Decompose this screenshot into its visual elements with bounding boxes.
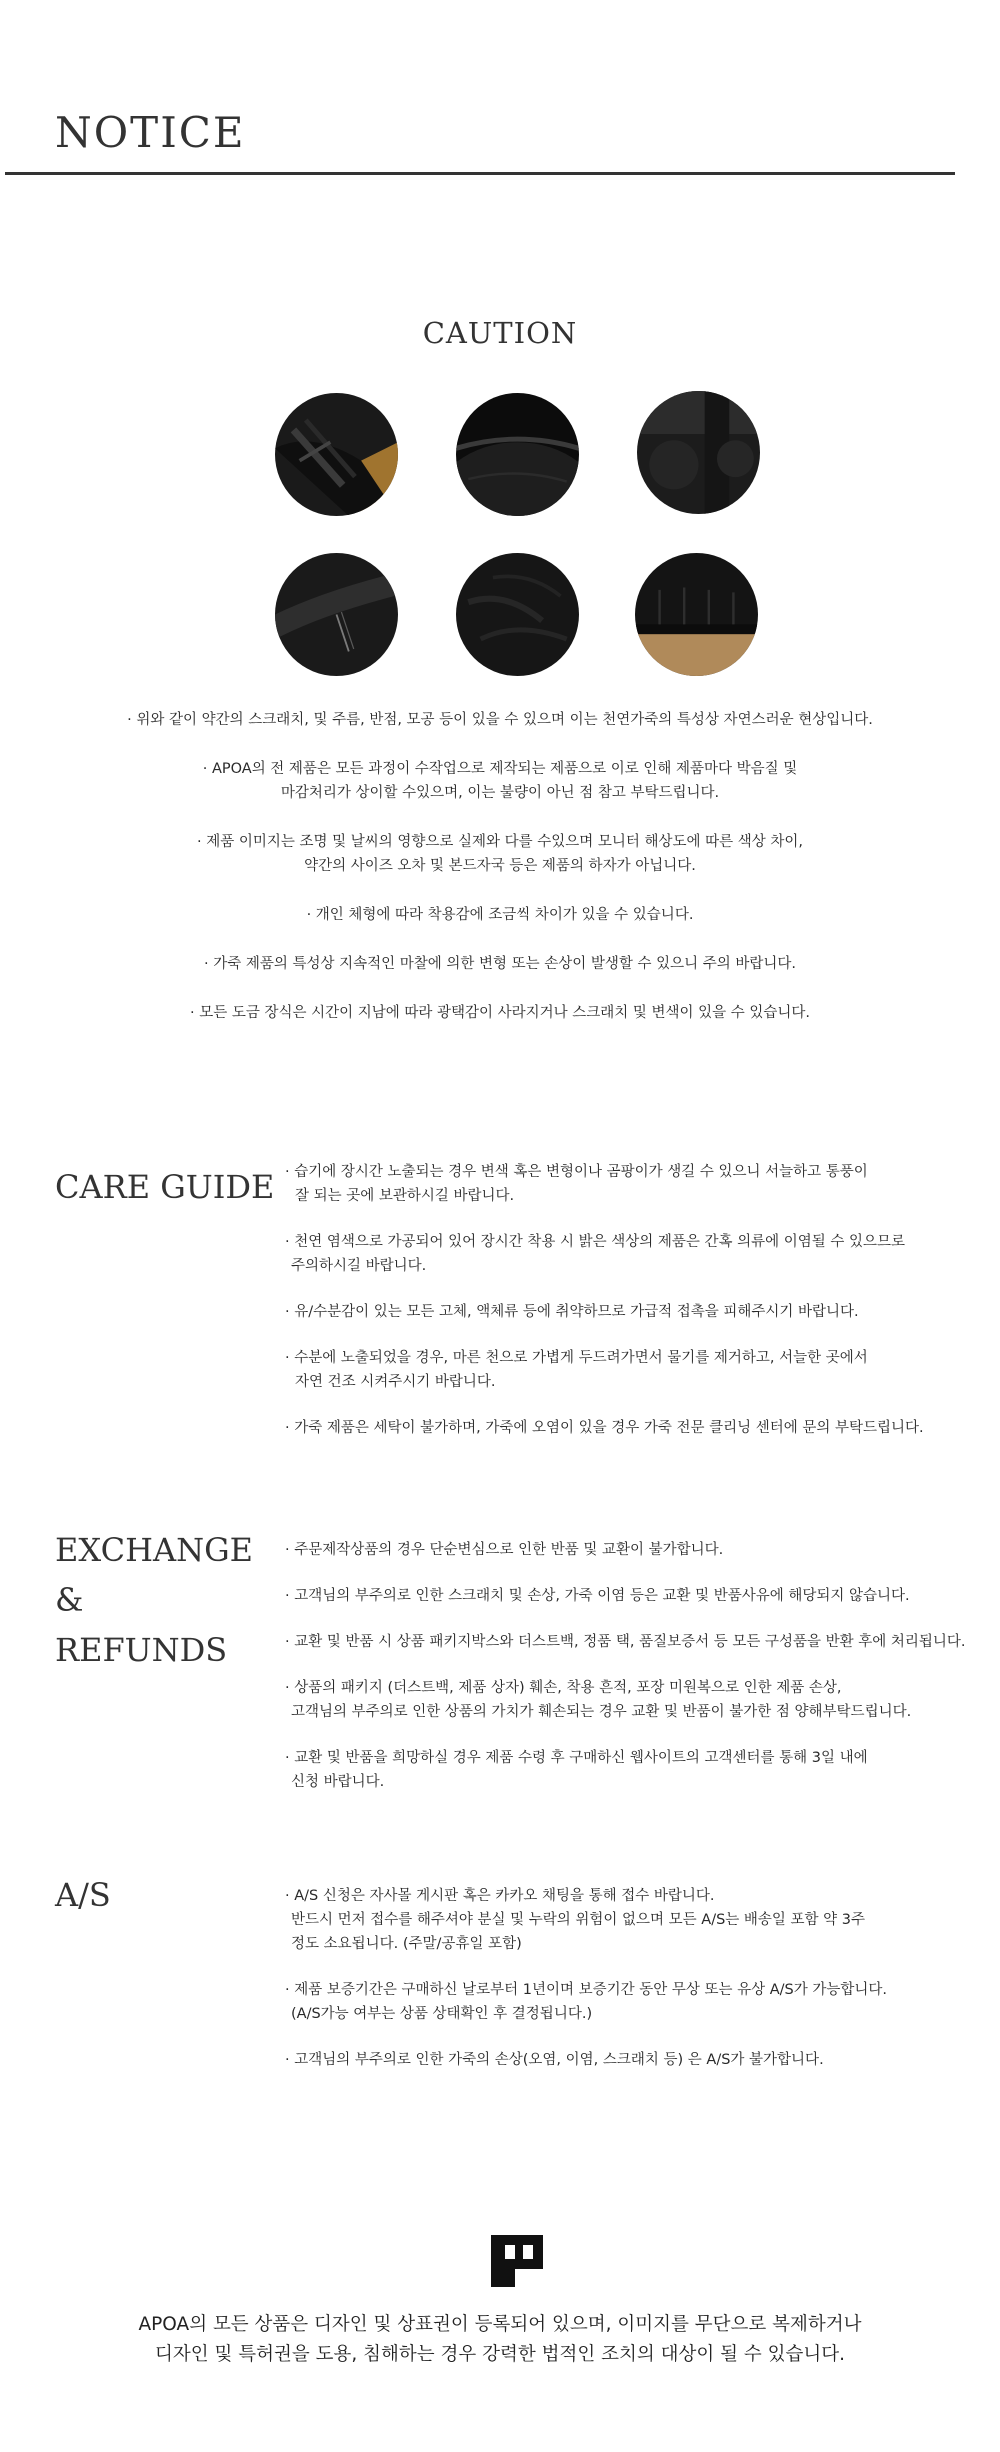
leather-swatch-icon — [275, 393, 398, 516]
as-list — [285, 1884, 995, 2094]
list-item: · APOA의 전 제품은 모든 과정이 수작업으로 제작되는 제품으로 이로 인해 제품마다 박음질 및 마감처리가 상이할 수있으며, 이는 불량이 아닌 점 참고 부탁드립니다. — [202, 761, 798, 801]
list-item: · 교환 및 반품 시 상품 패키지박스와 더스트백, 정품 택, 품질보증서 등 모든 구성품을 반환 후에 처리됩니다. — [285, 1634, 966, 1650]
list-item: · 개인 체형에 따라 착용감에 조금씩 차이가 있을 수 있습니다. — [306, 907, 694, 923]
list-item: · 고객님의 부주의로 인한 가죽의 손상(오염, 이염, 스크래치 등) 은 A/S가 불가합니다. — [285, 2052, 824, 2068]
exchange-refunds-list — [285, 1538, 995, 1816]
list-item: · 교환 및 반품을 희망하실 경우 제품 수령 후 구매하신 웹사이트의 고객센터를 통해 3일 내에 신청 바랍니다. — [285, 1750, 868, 1790]
title-divider — [5, 172, 955, 175]
list-item: · A/S 신청은 자사몰 게시판 혹은 카카오 채팅을 통해 접수 바랍니다. 반드시 먼저 접수를 해주셔야 분실 및 누락의 위험이 없으며 모든 A/S는 배송일 포함 약 3주 정도 소요됩니다. (주말/공휴일 포함) — [285, 1888, 865, 1952]
caution-list — [0, 708, 1000, 1050]
list-item: · 수분에 노출되었을 경우, 마른 천으로 가볍게 두드려가면서 물기를 제거하고, 서늘한 곳에서 자연 건조 시켜주시기 바랍니다. — [285, 1350, 868, 1390]
leather-scratch-image — [275, 553, 398, 676]
exchange-heading-line: EXCHANGE — [55, 1531, 253, 1569]
caution-heading: CAUTION — [422, 316, 578, 350]
leather-swatch-icon — [275, 553, 398, 676]
leather-stitch-image — [275, 393, 398, 516]
copyright-line: APOA의 모든 상품은 디자인 및 상표권이 등록되어 있으며, 이미지를 무단으로 복제하거나 — [138, 2314, 862, 2335]
exchange-heading-ampersand: & — [55, 1581, 84, 1619]
list-item: · 제품 이미지는 조명 및 날씨의 영향으로 실제와 다를 수있으며 모니터 해상도에 따른 색상 차이, 약간의 사이즈 오차 및 본드자국 등은 제품의 하자가 아닙니다. — [196, 834, 803, 874]
leather-swatch-icon — [456, 393, 579, 516]
page-title: NOTICE — [55, 108, 246, 157]
apoa-logo-icon — [491, 2235, 543, 2287]
copyright-notice — [0, 2310, 1000, 2370]
leather-wrinkle-image — [456, 553, 579, 676]
list-item: · 유/수분감이 있는 모든 고체, 액체류 등에 취약하므로 가급적 접촉을 피해주시기 바랍니다. — [285, 1304, 859, 1320]
list-item: · 가죽 제품은 세탁이 불가하며, 가죽에 오염이 있을 경우 가죽 전문 클리닝 센터에 문의 부탁드립니다. — [285, 1420, 924, 1436]
care-guide-list — [285, 1160, 995, 1462]
care-guide-heading: CARE GUIDE — [55, 1168, 275, 1206]
leather-fold-image — [456, 393, 579, 516]
leather-grain-image — [637, 391, 760, 514]
exchange-refunds-heading — [55, 1525, 253, 1675]
list-item: · 가죽 제품의 특성상 지속적인 마찰에 의한 변형 또는 손상이 발생할 수 있으니 주의 바랍니다. — [203, 956, 796, 972]
list-item: · 제품 보증기간은 구매하신 날로부터 1년이며 보증기간 동안 무상 또는 유상 A/S가 가능합니다. (A/S가능 여부는 상품 상태확인 후 결정됩니다.) — [285, 1982, 888, 2022]
leather-swatch-icon — [456, 553, 579, 676]
list-item: · 위와 같이 약간의 스크래치, 및 주름, 반점, 모공 등이 있을 수 있으며 이는 천연가죽의 특성상 자연스러운 현상입니다. — [127, 712, 873, 728]
leather-swatch-icon — [635, 553, 758, 676]
leather-swatch-icon — [637, 391, 760, 514]
list-item: · 주문제작상품의 경우 단순변심으로 인한 반품 및 교환이 불가합니다. — [285, 1542, 724, 1558]
list-item: · 습기에 장시간 노출되는 경우 변색 혹은 변형이나 곰팡이가 생길 수 있으니 서늘하고 통풍이 잘 되는 곳에 보관하시길 바랍니다. — [285, 1164, 868, 1204]
list-item: · 고객님의 부주의로 인한 스크래치 및 손상, 가죽 이염 등은 교환 및 반품사유에 해당되지 않습니다. — [285, 1588, 910, 1604]
copyright-line: 디자인 및 특허권을 도용, 침해하는 경우 강력한 법적인 조치의 대상이 될 수 있습니다. — [155, 2344, 845, 2365]
leather-edge-image — [635, 553, 758, 676]
list-item: · 상품의 패키지 (더스트백, 제품 상자) 훼손, 착용 흔적, 포장 미원복으로 인한 제품 손상, 고객님의 부주의로 인한 상품의 가치가 훼손되는 경우 교환 및 반품이 불가한 점 양해부탁드립니다. — [285, 1680, 912, 1720]
list-item: · 모든 도금 장식은 시간이 지남에 따라 광택감이 사라지거나 스크래치 및 변색이 있을 수 있습니다. — [189, 1005, 810, 1021]
refunds-heading-line: REFUNDS — [55, 1631, 228, 1669]
as-heading: A/S — [55, 1876, 111, 1914]
list-item: · 천연 염색으로 가공되어 있어 장시간 착용 시 밝은 색상의 제품은 간혹 의류에 이염될 수 있으므로 주의하시길 바랍니다. — [285, 1234, 906, 1274]
